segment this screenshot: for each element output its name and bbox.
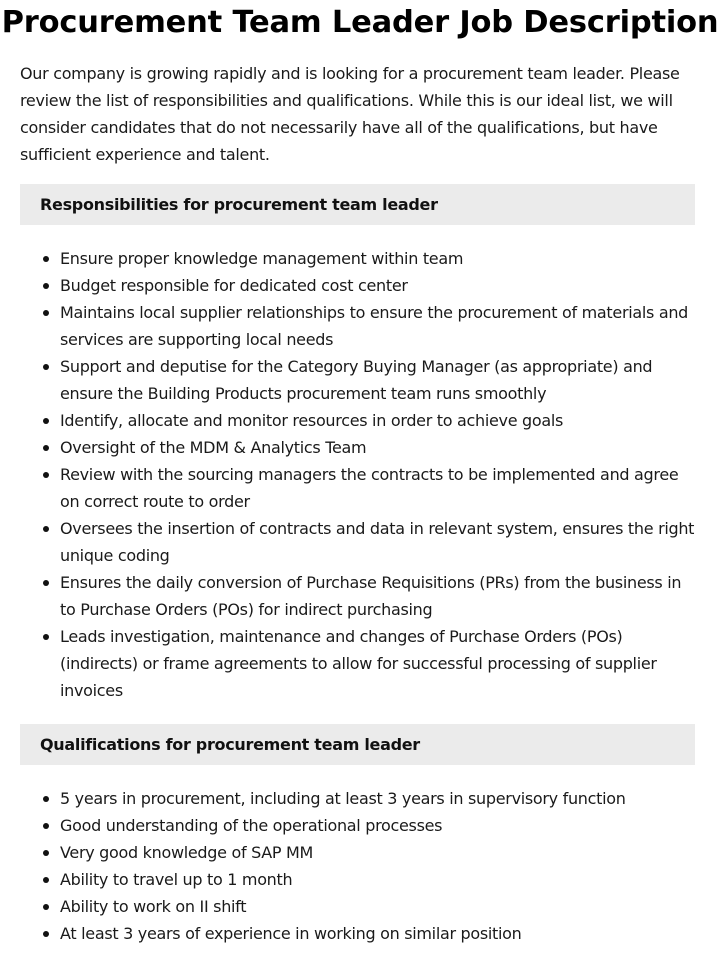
list-item <box>0 353 720 407</box>
list-item-text: Leads investigation, maintenance and changes of Purchase Orders (POs) (indirects) or frame agreements to allow for successful processing of supplier invoices <box>60 627 657 700</box>
bullet-icon <box>43 310 49 316</box>
page-title: Procurement Team Leader Job Description <box>1 5 719 40</box>
responsibilities-list <box>0 245 720 704</box>
bullet-icon <box>43 445 49 451</box>
qualifications-heading: Qualifications for procurement team leader <box>40 735 420 754</box>
list-item-text: Identify, allocate and monitor resources in order to achieve goals <box>60 411 564 430</box>
qualifications-section-header <box>20 724 695 765</box>
list-item-text: Good understanding of the operational processes <box>60 816 443 835</box>
bullet-icon <box>43 904 49 910</box>
bullet-icon <box>43 526 49 532</box>
bullet-icon <box>43 931 49 937</box>
responsibilities-section-header <box>20 184 695 225</box>
list-item <box>0 299 720 353</box>
list-item <box>0 839 720 866</box>
bullet-icon <box>43 418 49 424</box>
bullet-icon <box>43 823 49 829</box>
list-item-text: Ensure proper knowledge management within team <box>60 249 464 268</box>
list-item <box>0 434 720 461</box>
list-item <box>0 812 720 839</box>
bullet-icon <box>43 283 49 289</box>
list-item-text: 5 years in procurement, including at least 3 years in supervisory function <box>60 789 626 808</box>
bullet-icon <box>43 472 49 478</box>
list-item-text: Ensures the daily conversion of Purchase Requisitions (PRs) from the business in to Purchase Orders (POs) for indirect purchasing <box>60 573 682 619</box>
list-item-text: Support and deputise for the Category Buying Manager (as appropriate) and ensure the Building Products procurement team runs smoothly <box>60 357 653 403</box>
bullet-icon <box>43 580 49 586</box>
list-item-text: Review with the sourcing managers the contracts to be implemented and agree on correct route to order <box>60 465 679 511</box>
list-item <box>0 569 720 623</box>
bullet-icon <box>43 877 49 883</box>
list-item-text: Maintains local supplier relationships to ensure the procurement of materials and services are supporting local needs <box>60 303 689 349</box>
bullet-icon <box>43 256 49 262</box>
list-item-text: Oversight of the MDM & Analytics Team <box>60 438 367 457</box>
bullet-icon <box>43 796 49 802</box>
list-item-text: Budget responsible for dedicated cost center <box>60 276 408 295</box>
list-item <box>0 866 720 893</box>
bullet-icon <box>43 850 49 856</box>
list-item <box>0 920 720 947</box>
list-item <box>0 623 720 704</box>
list-item <box>0 407 720 434</box>
list-item <box>0 893 720 920</box>
list-item <box>0 515 720 569</box>
qualifications-list <box>0 785 720 947</box>
list-item-text: At least 3 years of experience in working on similar position <box>60 924 522 943</box>
list-item-text: Oversees the insertion of contracts and data in relevant system, ensures the right unique coding <box>60 519 695 565</box>
list-item <box>0 245 720 272</box>
bullet-icon <box>43 634 49 640</box>
responsibilities-heading: Responsibilities for procurement team leader <box>40 195 438 214</box>
intro-paragraph: Our company is growing rapidly and is looking for a procurement team leader. Please review the list of responsibilities and qualifications. While this is our ideal list, we will consider candidates that do not necessarily have all of the qualifications, but have sufficient experience and talent. <box>20 64 680 164</box>
list-item <box>0 461 720 515</box>
bullet-icon <box>43 364 49 370</box>
list-item-text: Ability to travel up to 1 month <box>60 870 293 889</box>
list-item <box>0 272 720 299</box>
list-item <box>0 785 720 812</box>
list-item-text: Very good knowledge of SAP MM <box>60 843 314 862</box>
list-item-text: Ability to work on II shift <box>60 897 247 916</box>
